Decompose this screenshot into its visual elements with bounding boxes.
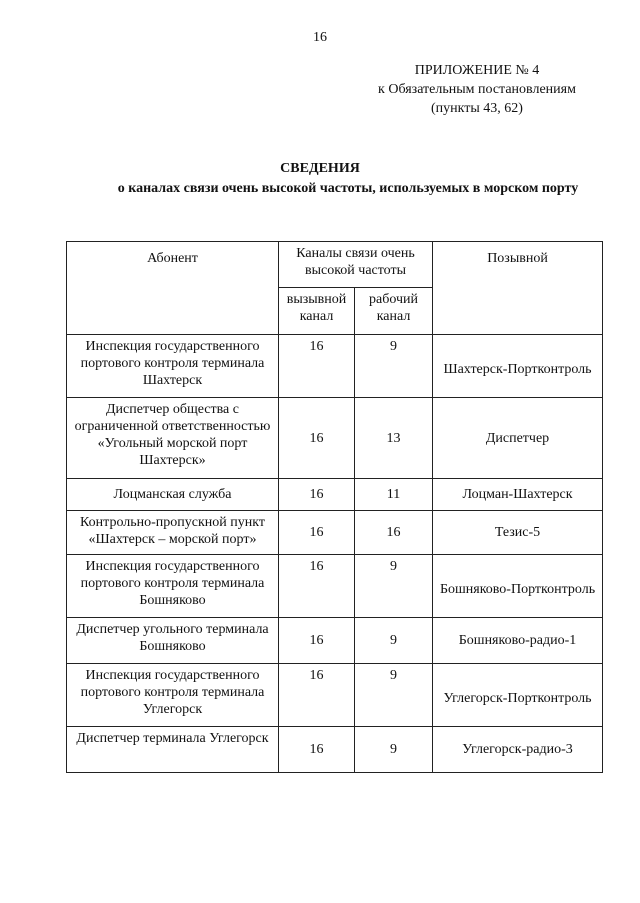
header-callsign: Позывной [433,242,603,335]
cell-subscriber: Инспекция государственного портового контроля терминала Углегорск [67,664,279,727]
header-working-channel: рабочий канал [355,288,433,335]
cell-calling-channel: 16 [279,335,355,398]
appendix-block [347,61,607,118]
cell-subscriber: Диспетчер общества с ограниченной ответственностью «Угольный морской порт Шахтерск» [67,398,279,479]
cell-callsign: Бошняково-радио-1 [433,618,603,664]
cell-calling-channel: 16 [279,618,355,664]
cell-working-channel: 9 [355,727,433,773]
appendix-clauses: (пункты 43, 62) [431,101,523,116]
cell-subscriber: Инспекция государственного портового контроля терминала Шахтерск [67,335,279,398]
table-row [67,618,603,664]
table-row [67,555,603,618]
appendix-title: ПРИЛОЖЕНИЕ № 4 [414,63,540,78]
table-row [67,335,603,398]
header-subscriber: Абонент [67,242,279,335]
cell-calling-channel: 16 [279,727,355,773]
cell-working-channel: 11 [355,479,433,511]
cell-callsign: Бошняково-Портконтроль [433,555,603,618]
header-vhf-channels: Каналы связи очень высокой частоты [279,242,433,288]
cell-working-channel: 16 [355,511,433,555]
cell-callsign: Углегорск-Портконтроль [433,664,603,727]
cell-working-channel: 9 [355,664,433,727]
cell-subscriber: Диспетчер угольного терминала Бошняково [67,618,279,664]
cell-subscriber: Инспекция государственного портового контроля терминала Бошняково [67,555,279,618]
appendix-reference: к Обязательным постановлениям [378,82,576,97]
table-row [67,727,603,773]
cell-calling-channel: 16 [279,398,355,479]
cell-subscriber: Контрольно-пропускной пункт «Шахтерск – морской порт» [67,511,279,555]
page-number: 16 [313,30,327,45]
cell-subscriber: Диспетчер терминала Углегорск [67,727,279,773]
cell-calling-channel: 16 [279,479,355,511]
cell-working-channel: 13 [355,398,433,479]
cell-subscriber: Лоцманская служба [67,479,279,511]
cell-callsign: Углегорск-радио-3 [433,727,603,773]
header-calling-channel: вызывной канал [279,288,355,335]
cell-working-channel: 9 [355,618,433,664]
cell-calling-channel: 16 [279,664,355,727]
cell-working-channel: 9 [355,555,433,618]
table-row [67,479,603,511]
heading-subtitle: о каналах связи очень высокой частоты, используемых в морском порту [117,181,579,196]
document-heading [0,159,640,199]
table-row [67,664,603,727]
cell-calling-channel: 16 [279,555,355,618]
cell-callsign: Диспетчер [433,398,603,479]
cell-working-channel: 9 [355,335,433,398]
table-header-row [67,242,603,288]
vhf-channels-table [66,241,603,773]
cell-callsign: Шахтерск-Портконтроль [433,335,603,398]
cell-calling-channel: 16 [279,511,355,555]
table-row [67,511,603,555]
heading-title: СВЕДЕНИЯ [280,161,360,176]
cell-callsign: Лоцман-Шахтерск [433,479,603,511]
cell-callsign: Тезис-5 [433,511,603,555]
table-row [67,398,603,479]
